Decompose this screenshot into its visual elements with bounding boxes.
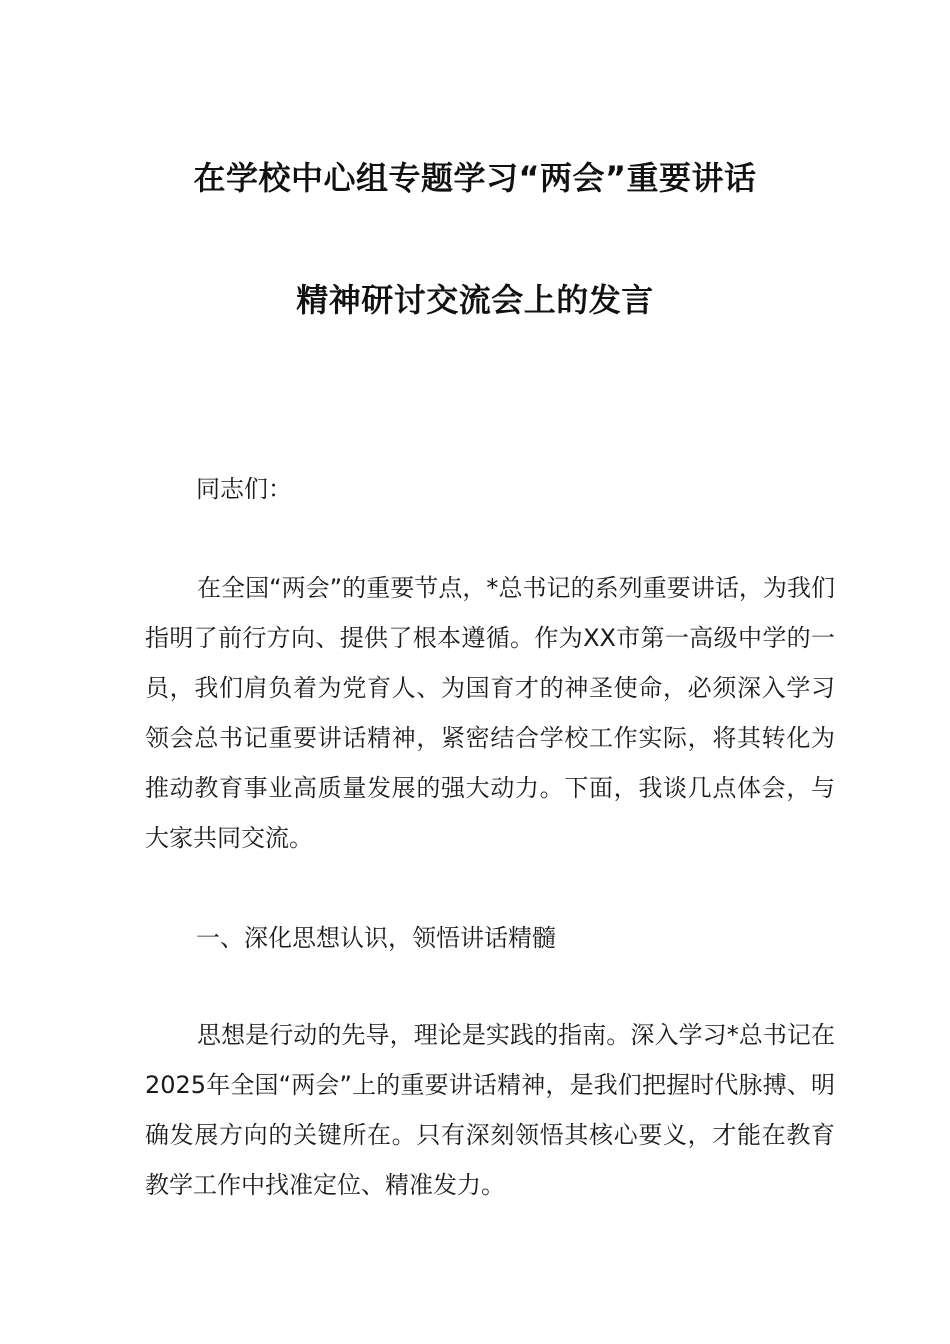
salutation: 同志们： <box>196 475 292 503</box>
paragraph-intro: 在全国“两会”的重要节点，*总书记的系列重要讲话，为我们指明了前行方向、提供了根本遵循。作为XX市第一高级中学的一员，我们肩负着为党育人、为国育才的神圣使命，必须深入学习领会总书记重要讲话精神，紧密结合学校工作实际，将其转化为推动教育事业高质量发展的强大动力。下面，我谈几点体会，与大家共同交流。 <box>145 574 835 852</box>
document-title-line-1: 在学校中心组专题学习“两会”重要讲话 <box>193 159 757 197</box>
section-heading-1: 一、深化思想认识，领悟讲话精髓 <box>196 924 556 952</box>
paragraph-section-1: 思想是行动的先导，理论是实践的指南。深入学习*总书记在2025年全国“两会”上的重要讲话精神，是我们把握时代脉搏、明确发展方向的关键所在。只有深刻领悟其核心要义，才能在教育教学工作中找准定位、精准发力。 <box>145 1021 835 1199</box>
document-title-line-2: 精神研讨交流会上的发言 <box>296 281 654 319</box>
